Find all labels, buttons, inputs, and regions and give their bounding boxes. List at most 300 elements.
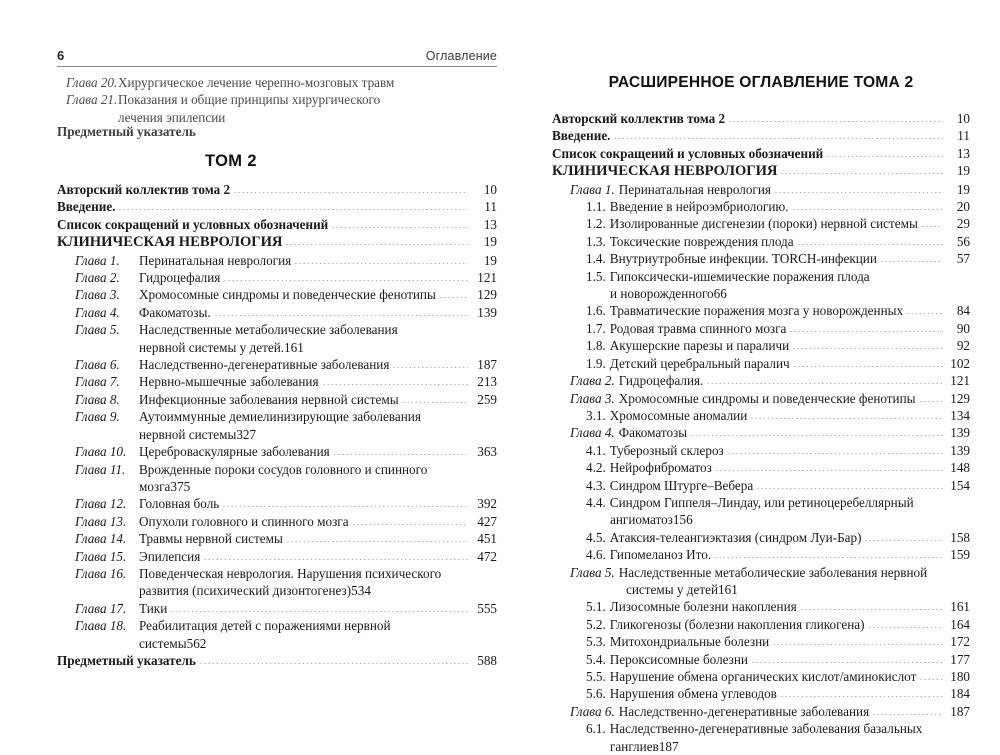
toc-entry-page: 66 (713, 286, 727, 302)
toc-entry-title-cont: нервной системы (139, 426, 237, 442)
toc-entry-page: 56 (956, 233, 970, 249)
toc-entry-section[interactable] (552, 546, 970, 563)
left-toc-list (57, 181, 497, 669)
dot-leader (800, 609, 943, 610)
toc-entry-continuation[interactable] (552, 581, 970, 598)
dot-leader (774, 192, 943, 193)
toc-entry-page: 19 (956, 163, 970, 179)
toc-entry-label: Глава 20. (66, 75, 118, 90)
toc-entry-title-cont: системы у детей (626, 581, 719, 597)
toc-entry-title: Перинатальная неврология (618, 181, 771, 197)
toc-entry-label: Глава 11. (75, 461, 126, 477)
toc-entry-page: 19 (483, 252, 497, 268)
toc-entry-section[interactable] (552, 320, 970, 337)
toc-entry-title: Опухоли головного и спинного мозга (139, 513, 349, 529)
toc-entry-title: КЛИНИЧЕСКАЯ НЕВРОЛОГИЯ (552, 163, 778, 180)
toc-entry-label: 5.5. (586, 669, 606, 684)
toc-entry-page: 259 (477, 391, 497, 407)
toc-entry-page: 29 (956, 216, 970, 232)
toc-entry-page: 10 (956, 111, 970, 126)
toc-entry-page: 375 (170, 478, 191, 494)
toc-entry-section[interactable] (552, 233, 970, 250)
toc-entry-label: 1.8. (586, 338, 606, 354)
toc-entry-front[interactable] (552, 127, 970, 144)
toc-entry-page: 19 (483, 234, 497, 250)
line-filler (925, 731, 968, 732)
toc-entry-page: 90 (956, 320, 970, 336)
toc-entry-page: 159 (950, 547, 970, 563)
toc-entry-label: Глава 4. (75, 304, 120, 320)
toc-entry-continuation[interactable] (552, 511, 970, 528)
toc-entry-page: 327 (236, 426, 257, 442)
toc-entry-title: Травматические поражения мозга у новорожденных (609, 303, 904, 319)
toc-entry-page: 187 (950, 703, 970, 719)
dot-leader (203, 559, 468, 560)
toc-entry-chapter[interactable] (57, 286, 497, 303)
toc-entry-label: 1.1. (586, 199, 606, 215)
toc-entry-title-cont: ангиоматоз (610, 512, 673, 528)
toc-entry-section[interactable] (552, 215, 970, 232)
toc-entry-label: 1.3. (586, 233, 606, 249)
toc-entry-section[interactable] (552, 355, 970, 372)
toc-entry-title: Токсические повреждения плода (609, 233, 794, 249)
toc-entry-page: 177 (950, 651, 970, 667)
toc-entry-title: Акушерские парезы и параличи (609, 338, 790, 354)
toc-entry-title: Атаксия-телеангиэктазия (синдром Луи-Бар) (609, 529, 862, 545)
toc-entry-section[interactable] (552, 685, 970, 702)
dot-leader (613, 138, 943, 139)
toc-entry-label: 1.6. (586, 303, 606, 319)
toc-entry-label: Глава 8. (75, 391, 120, 407)
dot-leader (333, 454, 468, 455)
toc-entry-section[interactable] (552, 477, 970, 494)
toc-entry-title: Родовая травма спинного мозга (609, 320, 787, 336)
toc-entry-chapter[interactable] (552, 703, 970, 720)
toc-entry-title: Поведенческая неврология. Нарушения психического (139, 565, 442, 581)
toc-entry-label: 4.1. (586, 442, 606, 458)
dot-leader (826, 156, 943, 157)
line-filler (930, 575, 968, 576)
toc-entry-chapter[interactable] (552, 564, 970, 581)
toc-entry-title: Инфекционные заболевания нервной системы (139, 391, 399, 407)
toc-entry-section[interactable] (552, 302, 970, 319)
toc-entry-continuation[interactable] (552, 738, 970, 755)
dot-leader (331, 227, 468, 228)
toc-entry-chapter[interactable] (552, 390, 970, 407)
toc-entry-label: Глава 3. (570, 390, 615, 406)
line-filler (444, 576, 495, 577)
toc-entry-title-cont: системы (139, 635, 187, 651)
dot-leader (868, 627, 943, 628)
toc-entry-page: 148 (950, 460, 970, 476)
dot-leader (750, 418, 943, 419)
toc-entry-label: Глава 10. (75, 444, 127, 460)
toc-entry-section[interactable] (552, 633, 970, 650)
toc-entry-label: Глава 2. (570, 373, 615, 389)
toc-entry-chapter[interactable] (57, 373, 497, 390)
toc-entry-title: Врожденные пороки сосудов головного и спинного (139, 461, 428, 477)
toc-entry-page: 392 (477, 496, 497, 512)
right-toc-list (552, 110, 970, 755)
toc-entry-title: Гликогенозы (болезни накопления гликогена) (609, 616, 865, 632)
toc-entry-title: Наследственно-дегенеративные заболевания (618, 703, 870, 719)
toc-entry-label: 1.4. (586, 251, 606, 267)
dot-leader (402, 402, 468, 403)
toc-entry-section[interactable] (552, 720, 970, 737)
toc-entry-title: Аутоиммунные демиелинизирующие заболевания (139, 409, 421, 425)
toc-entry-title: Гипомеланоз Ито. (609, 547, 712, 563)
toc-entry-title-cont: развития (психический дизонтогенез) (139, 583, 352, 599)
toc-entry-page: 139 (477, 304, 497, 320)
toc-entry-chapter[interactable] (57, 269, 497, 286)
toc-entry-label: Глава 9. (75, 409, 120, 425)
subject-index-carryover: Предметный указатель (57, 124, 196, 139)
dot-leader (772, 644, 943, 645)
toc-entry-section[interactable] (552, 268, 970, 285)
toc-entry-page: 154 (950, 477, 970, 493)
dot-leader (233, 192, 468, 193)
toc-entry-page: 10 (483, 182, 497, 197)
toc-entry-continuation[interactable] (57, 478, 497, 495)
toc-entry-chapter[interactable] (57, 600, 497, 617)
toc-entry-label: Глава 5. (570, 564, 615, 580)
toc-entry-title: Нарушения обмена углеводов (609, 686, 777, 702)
toc-entry-chapter[interactable] (552, 181, 970, 198)
toc-entry-section[interactable] (552, 668, 970, 685)
toc-entry-page: 562 (186, 635, 207, 651)
toc-entry-continuation[interactable] (552, 285, 970, 302)
toc-entry-title: Хирургическое лечение черепно-мозговых травм (118, 75, 395, 90)
toc-entry-title: Синдром Штурге–Вебера (609, 477, 754, 493)
toc-entry-title: Введение. (57, 199, 116, 215)
toc-entry-page: 161 (284, 339, 304, 355)
dot-leader (352, 524, 468, 525)
toc-entry-title: Эпилепсия (139, 548, 201, 564)
toc-entry-label: 3.1. (586, 407, 606, 423)
toc-entry-page: 129 (477, 287, 497, 303)
toc-entry-chapter[interactable] (57, 530, 497, 547)
toc-entry-title: Хромосомные синдромы и поведенческие фенотипы (139, 287, 436, 303)
toc-entry-title: Тики (139, 600, 168, 616)
toc-entry-title: Введение в нейроэмбриологию. (609, 199, 789, 215)
toc-entry-title: Авторский коллектив тома 2 (57, 182, 231, 197)
toc-entry-page: 11 (957, 128, 970, 144)
toc-entry-label: 5.1. (586, 599, 606, 615)
toc-entry-title-cont: ганглиев (610, 738, 659, 754)
toc-entry-label: 1.7. (586, 320, 606, 336)
dot-leader (223, 280, 468, 281)
toc-entry-chapter[interactable] (57, 321, 497, 338)
toc-entry-chapter[interactable] (57, 461, 497, 478)
dot-leader (792, 209, 943, 210)
toc-entry-label: Глава 1. (75, 252, 120, 268)
toc-entry-label: Глава 14. (75, 531, 127, 547)
toc-entry-label: Глава 5. (75, 322, 120, 338)
toc-entry-page: 11 (484, 199, 497, 215)
toc-entry-title: Факоматозы. (139, 304, 211, 320)
toc-entry-page: 92 (956, 338, 970, 354)
toc-entry-label: Глава 15. (75, 548, 127, 564)
toc-entry-page: 534 (351, 583, 371, 599)
toc-entry-title: Список сокращений и условных обозначений (552, 145, 824, 161)
toc-entry-label: 4.3. (586, 477, 606, 493)
dot-leader (294, 263, 468, 264)
dot-leader (789, 331, 943, 332)
toc-entry-label: Глава 4. (570, 425, 615, 441)
toc-entry-title: Головная боль (139, 496, 220, 512)
dot-leader (214, 315, 468, 316)
toc-entry-front[interactable] (552, 145, 970, 162)
toc-entry-page: 156 (672, 512, 693, 528)
toc-entry-title: Нарушение обмена органических кислот/аминокислот (609, 669, 917, 684)
toc-entry-title: Гидроцефалия. (618, 373, 704, 389)
toc-entry-label: Глава 21. (66, 92, 118, 108)
toc-entry-title: Хромосомные синдромы и поведенческие фенотипы (618, 390, 916, 406)
toc-entry-section[interactable] (552, 442, 970, 459)
toc-entry-page: 102 (950, 355, 970, 371)
line-filler (401, 332, 495, 333)
toc-entry-page: 472 (477, 548, 497, 564)
toc-entry-title: Наследственные метаболические заболевания нервной (618, 564, 928, 580)
toc-entry-title: Травмы нервной системы (139, 531, 283, 547)
toc-entry-label: Глава 7. (75, 374, 120, 390)
toc-entry-chapter[interactable] (57, 356, 497, 373)
toc-entry-continuation[interactable] (57, 426, 497, 443)
toc-entry-front[interactable] (57, 652, 497, 669)
toc-entry-label: 5.3. (586, 634, 606, 650)
toc-entry-section[interactable] (552, 337, 970, 354)
toc-entry-title: Гидроцефалия (139, 270, 221, 286)
dot-leader (439, 297, 468, 298)
toc-entry-page: 187 (477, 357, 497, 373)
toc-entry-label: Глава 1. (570, 181, 615, 197)
toc-entry-label: 4.6. (586, 547, 606, 563)
dot-leader (793, 366, 943, 367)
toc-entry-title: Синдром Гиппеля–Линдау, или ретиноцеребеллярный (609, 494, 914, 510)
toc-entry-chapter[interactable] (57, 304, 497, 321)
toc-entry-front[interactable] (57, 216, 497, 233)
toc-entry-page: 451 (477, 531, 497, 547)
dot-leader (322, 384, 468, 385)
toc-entry-title: Хромосомные аномалии (609, 407, 748, 423)
toc-entry-page: 164 (950, 616, 970, 632)
running-header-title: Оглавление (425, 49, 497, 63)
dot-leader (880, 261, 943, 262)
toc-entry-page: 13 (956, 145, 970, 161)
toc-entry-page: 19 (956, 181, 970, 197)
toc-entry-title-cont: нервной системы у детей. (139, 339, 285, 355)
dot-leader (864, 540, 943, 541)
toc-entry-carryover[interactable] (66, 91, 496, 108)
toc-entry-page: 363 (477, 444, 497, 460)
toc-entry-title: Нервно-мышечные заболевания (139, 374, 319, 390)
toc-entry-title: Наследственно-дегенеративные заболевания базальных (609, 721, 923, 737)
dot-leader (780, 696, 943, 697)
toc-entry-label: 1.2. (586, 216, 606, 232)
toc-entry-section[interactable] (552, 459, 970, 476)
toc-entry-front[interactable] (57, 198, 497, 215)
toc-entry-chapter[interactable] (57, 617, 497, 634)
toc-entry-page: 184 (950, 686, 970, 702)
toc-entry-part[interactable] (552, 162, 970, 180)
line-filler (424, 419, 495, 420)
toc-entry-chapter[interactable] (57, 252, 497, 269)
toc-entry-label: 1.5. (586, 268, 606, 284)
dot-leader (286, 541, 468, 542)
page-folio: 6 (57, 48, 65, 63)
toc-entry-page: 139 (950, 442, 970, 458)
toc-entry-page: 588 (477, 652, 497, 668)
toc-entry-title: Детский церебральный паралич (609, 355, 790, 371)
toc-entry-label: Глава 2. (75, 270, 120, 286)
toc-entry-label: Глава 18. (75, 618, 127, 634)
toc-entry-label: Глава 12. (75, 496, 127, 512)
toc-entry-front[interactable] (57, 181, 497, 198)
toc-entry-page: 213 (477, 374, 497, 390)
toc-entry-page: 121 (477, 270, 497, 286)
dot-leader (690, 435, 943, 436)
toc-entry-label: 1.9. (586, 355, 606, 371)
toc-entry-title: Факоматозы (618, 425, 688, 441)
dot-leader (797, 244, 943, 245)
toc-entry-chapter[interactable] (57, 548, 497, 565)
toc-entry-label: 5.2. (586, 616, 606, 632)
dot-leader (727, 453, 943, 454)
toc-entry-label: 5.6. (586, 686, 606, 702)
toc-entry-label: 6.1. (586, 721, 606, 737)
right-column (552, 0, 970, 754)
dot-leader (751, 662, 943, 663)
toc-entry-section[interactable] (552, 598, 970, 615)
toc-entry-page: 161 (718, 581, 738, 597)
toc-entry-label: Глава 6. (75, 357, 120, 373)
toc-entry-title: КЛИНИЧЕСКАЯ НЕВРОЛОГИЯ (57, 234, 283, 251)
toc-entry-page: 161 (950, 599, 970, 615)
toc-entry-page: 134 (950, 407, 970, 423)
toc-entry-chapter[interactable] (552, 372, 970, 389)
dot-leader (714, 557, 943, 558)
dot-leader (919, 401, 943, 402)
toc-entry-section[interactable] (552, 494, 970, 511)
toc-entry-chapter[interactable] (57, 408, 497, 425)
dot-leader (921, 226, 943, 227)
dot-leader (118, 209, 468, 210)
carryover-entries (66, 74, 496, 126)
toc-entry-section[interactable] (552, 616, 970, 633)
dot-leader (756, 488, 943, 489)
dot-leader (222, 506, 468, 507)
toc-entry-page: 555 (477, 600, 497, 616)
toc-entry-title-cont: мозга (139, 478, 171, 494)
extended-toc-title: РАСШИРЕННОЕ ОГЛАВЛЕНИЕ ТОМА 2 (608, 74, 914, 91)
dot-leader (715, 470, 943, 471)
toc-entry-title: Туберозный склероз (609, 442, 724, 458)
toc-entry-chapter[interactable] (57, 391, 497, 408)
toc-entry-page: 180 (950, 669, 970, 684)
dot-leader (285, 244, 468, 245)
toc-entry-continuation[interactable] (57, 339, 497, 356)
left-column (57, 0, 497, 711)
toc-entry-label: Глава 3. (75, 287, 120, 303)
toc-entry-title: Перинатальная неврология (139, 252, 292, 268)
toc-entry-continuation[interactable] (57, 582, 497, 599)
toc-entry-title: Пероксисомные болезни (609, 651, 748, 667)
toc-entry-label: Глава 17. (75, 600, 127, 616)
toc-entry-page: 158 (950, 529, 970, 545)
toc-entry-chapter[interactable] (57, 513, 497, 530)
toc-entry-page: 84 (956, 303, 970, 319)
dot-leader (392, 367, 468, 368)
dot-leader (706, 383, 943, 384)
toc-entry-page: 187 (658, 738, 679, 754)
toc-entry-label: Глава 16. (75, 565, 127, 581)
toc-entry-chapter[interactable] (57, 495, 497, 512)
toc-entry-section[interactable] (552, 250, 970, 267)
toc-entry-title: Внутриутробные инфекции. TORCH-инфекции (609, 251, 877, 267)
toc-entry-page: 121 (950, 373, 970, 389)
toc-entry-title-cont: и новорожденного (610, 286, 714, 302)
toc-entry-title: Реабилитация детей с поражениями нервной (139, 618, 391, 634)
dot-leader (780, 173, 943, 174)
dot-leader (919, 679, 943, 680)
toc-entry-label: 4.2. (586, 460, 606, 476)
dot-leader (170, 611, 468, 612)
line-filler (430, 472, 495, 473)
toc-entry-page: 13 (483, 216, 497, 232)
toc-entry-page: 57 (956, 251, 970, 267)
toc-entry-title: Авторский коллектив тома 2 (552, 111, 726, 126)
toc-entry-page: 172 (950, 634, 970, 650)
toc-entry-title: Изолированные дисгенезии (пороки) нервной системы (609, 216, 918, 232)
toc-entry-title: Лизосомные болезни накопления (609, 599, 797, 615)
toc-entry-part[interactable] (57, 233, 497, 251)
volume-heading: ТОМ 2 (205, 152, 258, 170)
toc-entry-page: 20 (956, 199, 970, 215)
line-filler (873, 279, 968, 280)
toc-entry-section[interactable] (552, 198, 970, 215)
toc-entry-title: Гипоксически-ишемические поражения плода (609, 268, 870, 284)
toc-entry-title: Наследственные метаболические заболевания (139, 322, 398, 338)
dot-leader (872, 714, 943, 715)
toc-entry-title: Цереброваскулярные заболевания (139, 444, 330, 460)
dot-leader (728, 121, 943, 122)
toc-entry-chapter[interactable] (552, 424, 970, 441)
toc-entry-chapter[interactable] (57, 565, 497, 582)
toc-entry-front[interactable] (552, 110, 970, 127)
toc-entry-section[interactable] (552, 651, 970, 668)
toc-entry-title-cont: лечения эпилепсии (118, 109, 226, 125)
toc-entry-section[interactable] (552, 529, 970, 546)
toc-entry-section[interactable] (552, 407, 970, 424)
line-filler (394, 628, 495, 629)
toc-entry-title: Наследственно-дегенеративные заболевания (139, 357, 390, 373)
toc-entry-carryover[interactable] (66, 74, 496, 91)
toc-entry-label: 5.4. (586, 651, 606, 667)
toc-entry-chapter[interactable] (57, 443, 497, 460)
toc-entry-label: Глава 6. (570, 703, 615, 719)
dot-leader (199, 663, 468, 664)
toc-entry-continuation[interactable] (57, 635, 497, 652)
toc-entry-title: Нейрофиброматоз (609, 460, 712, 476)
dot-leader (792, 348, 943, 349)
toc-entry-title: Митохондриальные болезни (609, 634, 770, 650)
toc-entry-page: 139 (950, 425, 970, 441)
dot-leader (906, 313, 943, 314)
line-filler (917, 505, 968, 506)
toc-entry-title: Предметный указатель (57, 652, 196, 668)
toc-entry-label: 4.5. (586, 529, 606, 545)
toc-entry-page: 427 (477, 513, 497, 529)
